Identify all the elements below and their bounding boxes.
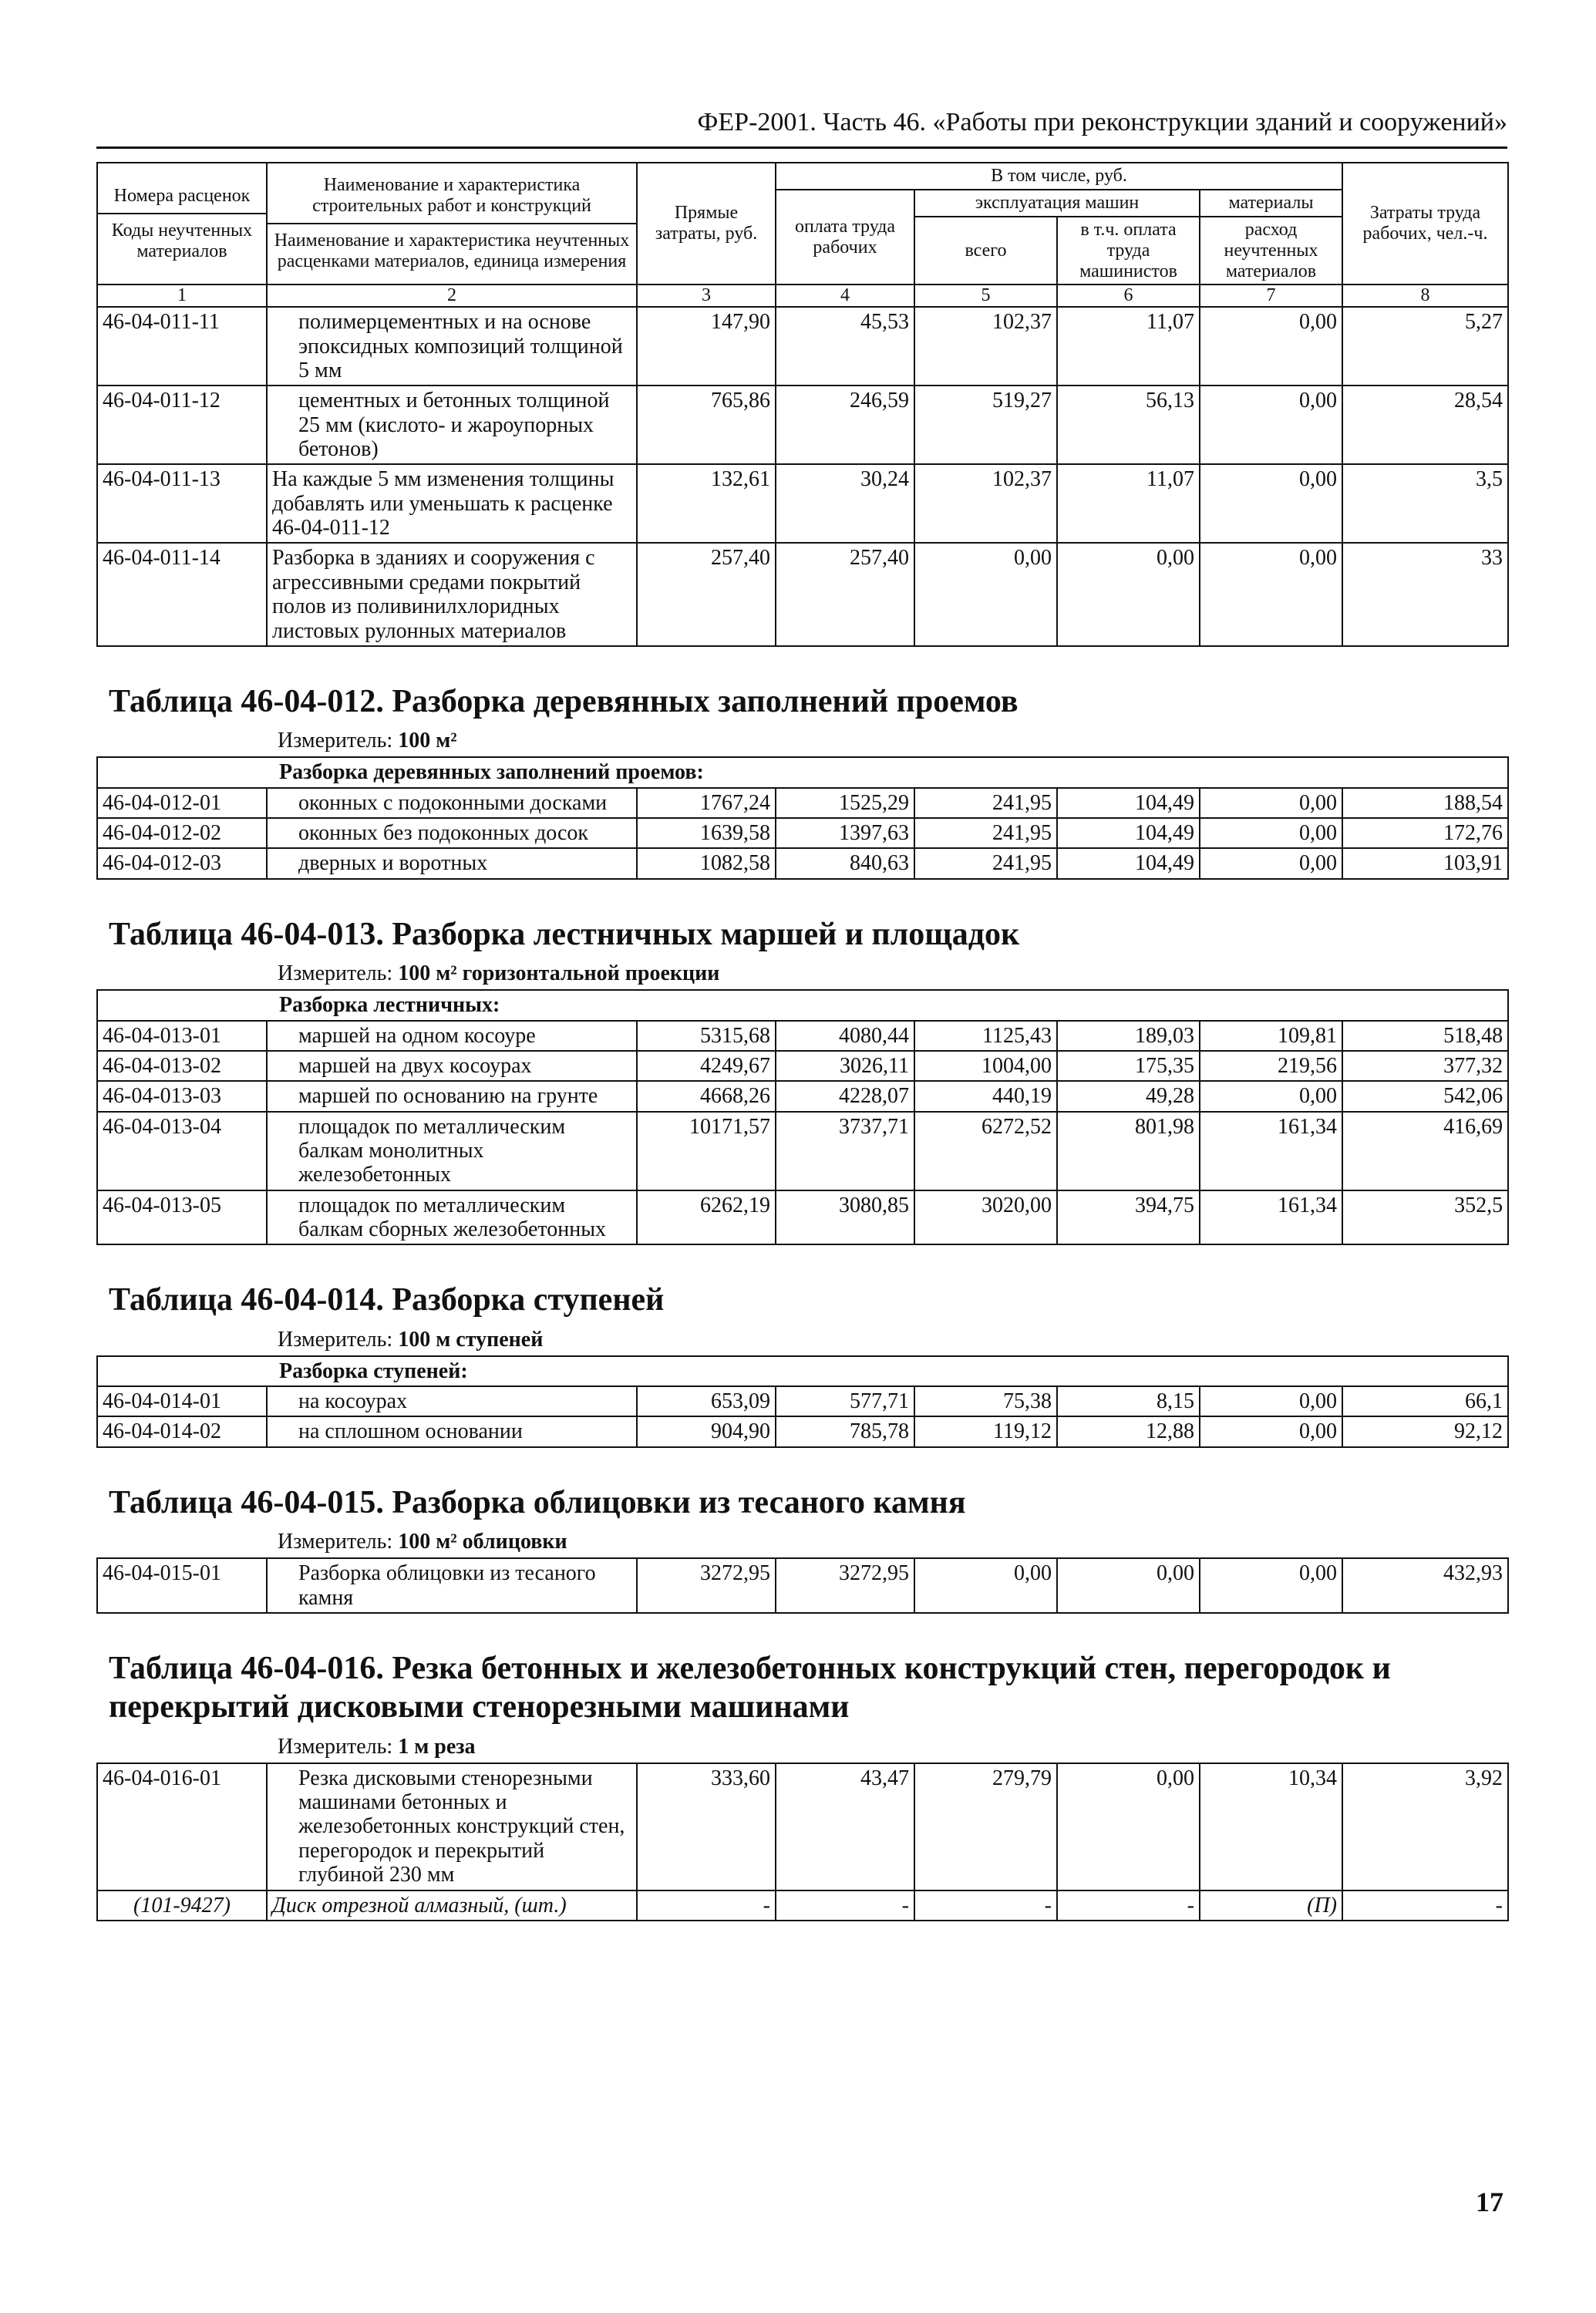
rate-code: 46-04-011-11 (97, 307, 267, 386)
cost-value: 3272,95 (637, 1558, 776, 1613)
cost-value: 3080,85 (776, 1190, 914, 1245)
cost-value: 765,86 (637, 386, 776, 464)
header-col8: Затраты труда рабочих, чел.-ч. (1342, 163, 1508, 284)
cost-value: 0,00 (1057, 1763, 1200, 1890)
cost-value: 161,34 (1200, 1112, 1342, 1190)
table-016 (96, 1763, 1509, 1921)
work-description: Разборка облицовки из тесаного камня (267, 1558, 637, 1613)
work-description: полимерцементных и на основе эпоксидных композиций толщиной 5 мм (267, 307, 637, 386)
table-011-rows (97, 307, 1508, 646)
cost-value: 0,00 (1200, 788, 1342, 818)
cost-value: 6262,19 (637, 1190, 776, 1245)
cost-value: 518,48 (1342, 1021, 1508, 1051)
table-row (97, 543, 1508, 645)
cost-value: 257,40 (776, 543, 914, 645)
cost-value: 432,93 (1342, 1558, 1508, 1613)
cost-value: 8,15 (1057, 1386, 1200, 1416)
table-row (97, 1051, 1508, 1081)
table-015-rows (97, 1558, 1508, 1613)
cost-value: 241,95 (914, 848, 1057, 878)
table-row (97, 1763, 1508, 1890)
cost-value: 352,5 (1342, 1190, 1508, 1245)
rate-code: 46-04-013-05 (97, 1190, 267, 1245)
cost-value: 5315,68 (637, 1021, 776, 1051)
rate-code: 46-04-012-02 (97, 818, 267, 848)
table-012-measure: Измеритель: 100 м² (278, 729, 457, 753)
table-row (97, 1386, 1508, 1416)
cost-value: 1767,24 (637, 788, 776, 818)
table-014 (96, 1355, 1509, 1448)
table-013-rows (97, 1021, 1508, 1245)
header-col6: в т.ч. оплата труда машинистов (1057, 217, 1200, 285)
table-016-rows (97, 1763, 1508, 1921)
rates-table-main (96, 162, 1509, 647)
cost-value: 66,1 (1342, 1386, 1508, 1416)
cost-value: 0,00 (1200, 848, 1342, 878)
table-015 (96, 1557, 1509, 1614)
cost-value: 416,69 (1342, 1112, 1508, 1190)
table-012-title: Таблица 46-04-012. Разборка деревянных заполнений проемов (109, 683, 1019, 719)
cost-value: 1125,43 (914, 1021, 1057, 1051)
header-col2 (267, 163, 637, 284)
cost-value: 257,40 (637, 543, 776, 645)
cost-value: 102,37 (914, 464, 1057, 543)
cost-value: 3272,95 (776, 1558, 914, 1613)
cost-value: 840,63 (776, 848, 914, 878)
header-col1-bottom: Коды неучтенных материалов (111, 220, 253, 261)
rate-code: 46-04-014-01 (97, 1386, 267, 1416)
table-013-measure: Измеритель: 100 м² горизонтальной проекции (278, 961, 720, 986)
cost-value: 219,56 (1200, 1051, 1342, 1081)
cost-value: 5,27 (1342, 307, 1508, 386)
cost-value: 1004,00 (914, 1051, 1057, 1081)
rate-code: 46-04-012-03 (97, 848, 267, 878)
table-012-rows (97, 788, 1508, 879)
cost-value: 1525,29 (776, 788, 914, 818)
work-description: Разборка в зданиях и сооружения с агрессивными средами покрытий полов из поливинилхлоридных листовых рулонных материалов (267, 543, 637, 645)
cost-value: 0,00 (1057, 543, 1200, 645)
cost-value: 4228,07 (776, 1081, 914, 1111)
col-number: 7 (1200, 284, 1342, 307)
cost-value: 3737,71 (776, 1112, 914, 1190)
cost-value: 45,53 (776, 307, 914, 386)
cost-value: 0,00 (914, 1558, 1057, 1613)
table-row (97, 818, 1508, 848)
header-col2-top: Наименование и характеристика строительных работ и конструкций (312, 175, 591, 217)
table-013-title: Таблица 46-04-013. Разборка лестничных маршей и площадок (109, 916, 1020, 952)
cost-value: 394,75 (1057, 1190, 1200, 1245)
col-number: 6 (1057, 284, 1200, 307)
cost-value: 56,13 (1057, 386, 1200, 464)
table-014-rows (97, 1386, 1508, 1447)
cost-value: 542,06 (1342, 1081, 1508, 1111)
cost-value: 11,07 (1057, 464, 1200, 543)
material-value: (П) (1200, 1890, 1342, 1921)
cost-value: 0,00 (1200, 1081, 1342, 1111)
work-description: на косоурах (267, 1386, 637, 1416)
cost-value: 0,00 (1200, 543, 1342, 645)
cost-value: 104,49 (1057, 818, 1200, 848)
cost-value: 104,49 (1057, 788, 1200, 818)
work-description: площадок по металлическим балкам сборных железобетонных (267, 1190, 637, 1245)
header-col7: расход неучтенных материалов (1200, 217, 1342, 285)
cost-value: 189,03 (1057, 1021, 1200, 1051)
cost-value: 75,38 (914, 1386, 1057, 1416)
work-description: цементных и бетонных толщиной 25 мм (кислото- и жароупорных бетонов) (267, 386, 637, 464)
header-col1-top: Номера расценок (113, 185, 251, 206)
rate-code: 46-04-013-01 (97, 1021, 267, 1051)
cost-value: 0,00 (1200, 818, 1342, 848)
cost-value: 440,19 (914, 1081, 1057, 1111)
cost-value: 1639,58 (637, 818, 776, 848)
header-col2-bottom: Наименование и характеристика неучтенных расценками материалов, единица измерения (274, 231, 630, 272)
rate-code: 46-04-014-02 (97, 1416, 267, 1446)
cost-value: 147,90 (637, 307, 776, 386)
cost-value: 0,00 (1200, 1558, 1342, 1613)
cost-value: 104,49 (1057, 848, 1200, 878)
rate-code: 46-04-015-01 (97, 1558, 267, 1613)
cost-value: 188,54 (1342, 788, 1508, 818)
cost-value: 43,47 (776, 1763, 914, 1890)
cost-value: 785,78 (776, 1416, 914, 1446)
rate-code: 46-04-016-01 (97, 1763, 267, 1890)
table-013-subhead: Разборка лестничных: (97, 990, 1508, 1020)
work-description: маршей на двух косоурах (267, 1051, 637, 1081)
table-012 (96, 756, 1509, 879)
material-value: - (637, 1890, 776, 1921)
cost-value: 10171,57 (637, 1112, 776, 1190)
table-row (97, 386, 1508, 464)
table-header (97, 163, 1508, 284)
cost-value: 4668,26 (637, 1081, 776, 1111)
header-materials-group: материалы (1200, 190, 1342, 217)
work-description: на сплошном основании (267, 1416, 637, 1446)
table-row (97, 1021, 1508, 1051)
cost-value: 0,00 (1200, 307, 1342, 386)
cost-value: 109,81 (1200, 1021, 1342, 1051)
cost-value: 132,61 (637, 464, 776, 543)
material-value: - (914, 1890, 1057, 1921)
cost-value: 11,07 (1057, 307, 1200, 386)
cost-value: 10,34 (1200, 1763, 1342, 1890)
cost-value: 30,24 (776, 464, 914, 543)
table-016-title: Таблица 46-04-016. Резка бетонных и железобетонных конструкций стен, перегородок и перекрытий дисковыми стенорезными машинами (109, 1650, 1391, 1725)
cost-value: 3,92 (1342, 1763, 1508, 1890)
cost-value: 0,00 (914, 543, 1057, 645)
cost-value: 1082,58 (637, 848, 776, 878)
material-value: - (1057, 1890, 1200, 1921)
col-number: 3 (637, 284, 776, 307)
table-015-measure: Измеритель: 100 м² облицовки (278, 1530, 567, 1554)
table-row (97, 1081, 1508, 1111)
rate-code: 46-04-013-04 (97, 1112, 267, 1190)
column-numbers-row (97, 284, 1508, 307)
cost-value: 3026,11 (776, 1051, 914, 1081)
rate-code: 46-04-013-02 (97, 1051, 267, 1081)
cost-value: 6272,52 (914, 1112, 1057, 1190)
material-code: (101-9427) (97, 1890, 267, 1921)
cost-value: 103,91 (1342, 848, 1508, 878)
table-row (97, 1190, 1508, 1245)
table-014-title: Таблица 46-04-014. Разборка ступеней (109, 1282, 665, 1318)
cost-value: 519,27 (914, 386, 1057, 464)
header-col1 (97, 163, 267, 284)
header-machines-group: эксплуатация машин (914, 190, 1200, 217)
cost-value: 49,28 (1057, 1081, 1200, 1111)
work-description: оконных без подоконных досок (267, 818, 637, 848)
header-group-label: В том числе, руб. (776, 163, 1342, 190)
page-content (96, 162, 1507, 1921)
col-number: 5 (914, 284, 1057, 307)
rate-code: 46-04-013-03 (97, 1081, 267, 1111)
cost-value: 0,00 (1200, 464, 1342, 543)
table-row (97, 464, 1508, 543)
col-number: 1 (97, 284, 267, 307)
table-014-subhead: Разборка ступеней: (97, 1356, 1508, 1386)
material-value: - (776, 1890, 914, 1921)
material-value: - (1342, 1890, 1508, 1921)
rate-code: 46-04-011-13 (97, 464, 267, 543)
table-014-measure: Измеритель: 100 м ступеней (278, 1327, 544, 1352)
cost-value: 333,60 (637, 1763, 776, 1890)
table-015-title: Таблица 46-04-015. Разборка облицовки из тесаного камня (109, 1484, 966, 1520)
cost-value: 0,00 (1200, 1416, 1342, 1446)
cost-value: 241,95 (914, 788, 1057, 818)
work-description: дверных и воротных (267, 848, 637, 878)
col-number: 2 (267, 284, 637, 307)
cost-value: 92,12 (1342, 1416, 1508, 1446)
cost-value: 653,09 (637, 1386, 776, 1416)
table-013 (96, 989, 1509, 1245)
cost-value: 0,00 (1200, 1386, 1342, 1416)
cost-value: 172,76 (1342, 818, 1508, 848)
work-description: Резка дисковыми стенорезными машинами бетонных и железобетонных конструкций стен, перегородок и перекрытий глубиной 230 мм (267, 1763, 637, 1890)
work-description: площадок по металлическим балкам монолитных железобетонных (267, 1112, 637, 1190)
cost-value: 119,12 (914, 1416, 1057, 1446)
table-row (97, 307, 1508, 386)
cost-value: 241,95 (914, 818, 1057, 848)
table-012-subhead: Разборка деревянных заполнений проемов: (97, 757, 1508, 787)
cost-value: 0,00 (1057, 1558, 1200, 1613)
col-number: 8 (1342, 284, 1508, 307)
cost-value: 28,54 (1342, 386, 1508, 464)
rate-code: 46-04-011-12 (97, 386, 267, 464)
material-row (97, 1890, 1508, 1921)
work-description: маршей по основанию на грунте (267, 1081, 637, 1111)
material-name: Диск отрезной алмазный, (шт.) (267, 1890, 637, 1921)
table-row (97, 848, 1508, 878)
cost-value: 279,79 (914, 1763, 1057, 1890)
cost-value: 161,34 (1200, 1190, 1342, 1245)
table-row (97, 788, 1508, 818)
page-number: 17 (1476, 2187, 1503, 2217)
cost-value: 3020,00 (914, 1190, 1057, 1245)
table-row (97, 1416, 1508, 1446)
table-row (97, 1112, 1508, 1190)
rate-code: 46-04-011-14 (97, 543, 267, 645)
cost-value: 4249,67 (637, 1051, 776, 1081)
cost-value: 577,71 (776, 1386, 914, 1416)
header-col3: Прямые затраты, руб. (637, 163, 776, 284)
cost-value: 0,00 (1200, 386, 1342, 464)
cost-value: 102,37 (914, 307, 1057, 386)
cost-value: 4080,44 (776, 1021, 914, 1051)
page-header: ФЕР-2001. Часть 46. «Работы при реконструкции зданий и сооружений» (96, 108, 1507, 149)
cost-value: 3,5 (1342, 464, 1508, 543)
cost-value: 1397,63 (776, 818, 914, 848)
cost-value: 246,59 (776, 386, 914, 464)
cost-value: 801,98 (1057, 1112, 1200, 1190)
cost-value: 12,88 (1057, 1416, 1200, 1446)
table-016-measure: Измеритель: 1 м реза (278, 1734, 476, 1759)
rate-code: 46-04-012-01 (97, 788, 267, 818)
col-number: 4 (776, 284, 914, 307)
cost-value: 377,32 (1342, 1051, 1508, 1081)
cost-value: 175,35 (1057, 1051, 1200, 1081)
header-col4: оплата труда рабочих (776, 190, 914, 285)
cost-value: 904,90 (637, 1416, 776, 1446)
work-description: оконных с подоконными досками (267, 788, 637, 818)
header-col5: всего (914, 217, 1057, 285)
work-description: маршей на одном косоуре (267, 1021, 637, 1051)
cost-value: 33 (1342, 543, 1508, 645)
work-description: На каждые 5 мм изменения толщины добавлять или уменьшать к расценке 46-04-011-12 (267, 464, 637, 543)
table-row (97, 1558, 1508, 1613)
